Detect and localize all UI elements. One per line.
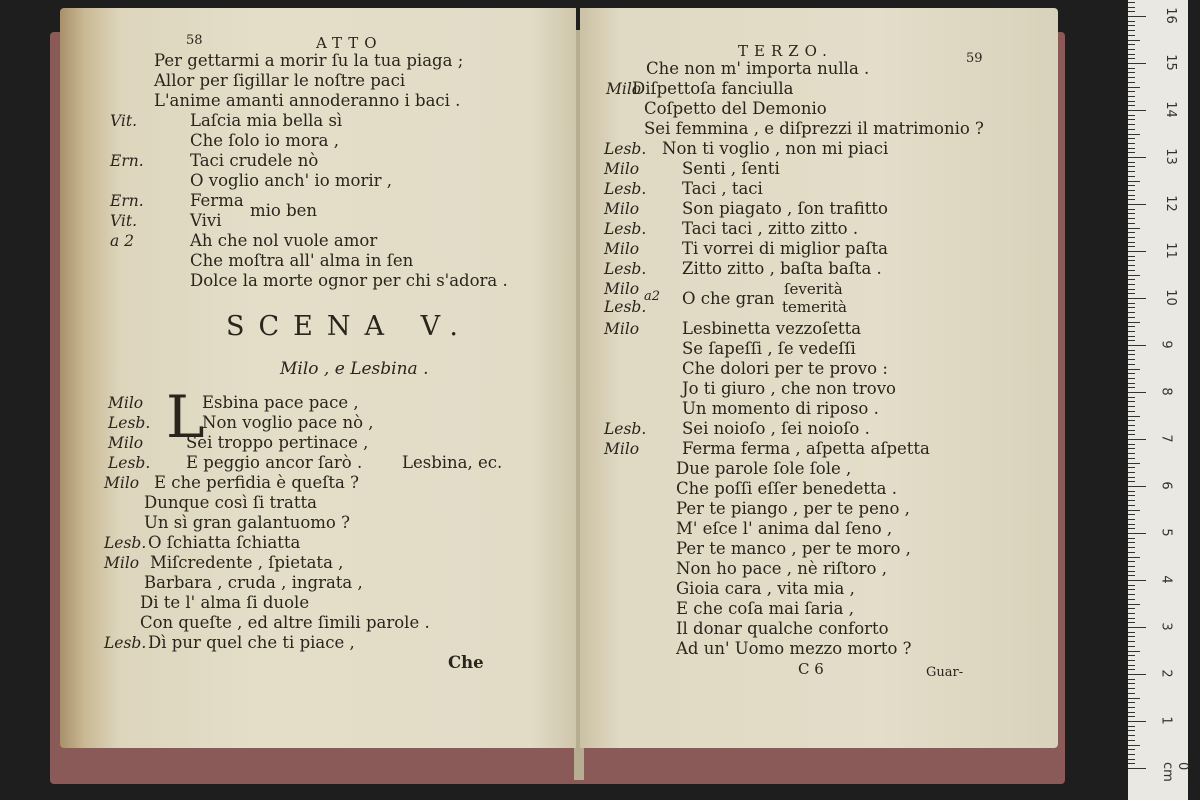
ruler-number: 15 (1162, 54, 1178, 71)
ruler-tick (1128, 646, 1135, 647)
verse-line: Per gettarmi a morir ſu la tua piaga ; (154, 51, 464, 70)
ruler-tick (1128, 209, 1135, 210)
ruler-tick (1128, 148, 1135, 149)
ruler-number: 11 (1162, 242, 1178, 259)
signature-mark: C 6 (798, 660, 824, 678)
dialogue-line: O ſchiatta ſchiatta (148, 533, 301, 552)
ruler-tick (1128, 632, 1135, 633)
ruler-tick (1128, 157, 1146, 158)
ruler-tick (1128, 87, 1140, 88)
ruler-tick (1128, 378, 1135, 379)
verse-line: E che coſa mai ſaria , (676, 599, 854, 618)
verse-line: Senti , ſenti (682, 159, 780, 178)
ruler-tick (1128, 740, 1135, 741)
ruler-tick (1128, 326, 1135, 327)
speaker-label: Ern. (110, 152, 144, 170)
ruler-tick (1128, 11, 1135, 12)
ruler-tick (1128, 641, 1135, 642)
ruler-tick (1128, 336, 1135, 337)
ruler-tick (1128, 608, 1135, 609)
ruler-tick (1128, 340, 1135, 341)
ruler-tick (1128, 298, 1146, 299)
speaker-label: Lesb. (604, 260, 647, 278)
ruler-tick (1128, 162, 1135, 163)
ruler-tick (1128, 77, 1135, 78)
left-page (60, 8, 576, 748)
ruler-tick (1128, 228, 1140, 229)
ruler-tick (1128, 575, 1135, 576)
ruler-tick (1128, 16, 1146, 17)
ruler-tick (1128, 538, 1135, 539)
ruler-tick (1128, 599, 1135, 600)
ruler-tick (1128, 514, 1135, 515)
ruler-tick (1128, 152, 1135, 153)
ruler-tick (1128, 552, 1135, 553)
ruler-tick (1128, 655, 1135, 656)
ruler-tick (1128, 345, 1146, 346)
ruler-tick (1128, 458, 1135, 459)
ruler-tick (1128, 524, 1135, 525)
verse-line: M' eſce l' anima dal ſeno , (676, 519, 893, 538)
verse-line: Che non m' importa nulla . (646, 59, 870, 78)
ruler-number: 14 (1162, 101, 1178, 118)
ruler-tick (1128, 204, 1146, 205)
ruler-tick (1128, 745, 1140, 746)
a2-variant: temerità (782, 298, 847, 316)
ruler-tick (1128, 303, 1135, 304)
ruler-tick (1128, 674, 1146, 675)
ruler-number: 0 cm (1160, 762, 1190, 782)
verse-line: Ferma (190, 191, 244, 210)
verse-line: Il donar qualche conforto (676, 619, 889, 638)
ruler-number: 5 (1158, 528, 1174, 537)
ruler-tick (1128, 613, 1135, 614)
ruler-tick (1128, 119, 1135, 120)
speaker-label: Milo (604, 240, 640, 258)
ruler-tick (1128, 768, 1146, 769)
ruler-tick (1128, 284, 1135, 285)
ruler-tick (1128, 571, 1135, 572)
speaker-label: Milo (604, 200, 640, 218)
verse-line: L'anime amanti annoderanno i baci . (154, 91, 461, 110)
ruler-tick (1128, 195, 1135, 196)
ruler-tick (1128, 44, 1135, 45)
ruler-tick (1128, 589, 1135, 590)
ruler-tick (1128, 763, 1135, 764)
ruler-tick (1128, 397, 1135, 398)
ruler-tick (1128, 463, 1140, 464)
ruler-tick (1128, 143, 1135, 144)
verse-line: Che ſolo io mora , (190, 131, 340, 150)
ruler-tick (1128, 467, 1135, 468)
ruler-tick (1128, 688, 1135, 689)
ruler-tick (1128, 585, 1135, 586)
ruler-tick (1128, 759, 1135, 760)
right-page-number: 59 (966, 51, 983, 66)
ruler-tick (1128, 510, 1140, 511)
ruler-tick (1128, 627, 1146, 628)
ruler-tick (1128, 115, 1135, 116)
ruler-tick (1128, 82, 1135, 83)
ruler-tick (1128, 660, 1135, 661)
verse-line: Vivi (190, 211, 222, 230)
right-running-header: TERZO. (738, 42, 833, 60)
ruler-tick (1128, 58, 1135, 59)
verse-line: Taci , taci (682, 179, 763, 198)
catchword: Guar- (926, 665, 964, 680)
ruler-tick (1128, 505, 1135, 506)
ruler-tick (1128, 251, 1146, 252)
ruler-tick (1128, 369, 1140, 370)
ruler-tick (1128, 63, 1146, 64)
ruler-tick (1128, 110, 1146, 111)
ruler-number: 3 (1158, 622, 1174, 631)
dialogue-line: Un sì gran galantuomo ? (144, 513, 350, 532)
verse-line: Due parole ſole ſole , (676, 459, 852, 478)
speaker-label: Lesb. (604, 298, 647, 316)
verse-line: Coſpetto del Demonio (644, 99, 827, 118)
speaker-label: Vit. (110, 212, 138, 230)
ruler-tick (1128, 134, 1140, 135)
speaker-label: Lesb. (604, 140, 647, 158)
verse-line: Che poſſi eſſer benedetta . (676, 479, 898, 498)
ruler-tick (1128, 72, 1135, 73)
ruler-tick (1128, 2, 1135, 3)
ruler-tick (1128, 265, 1135, 266)
ruler-tick (1128, 293, 1135, 294)
dialogue-line: Non voglio pace nò , (202, 413, 374, 432)
verse-line: Son piagato , ſon trafitto (682, 199, 888, 218)
ruler-tick (1128, 566, 1135, 567)
ruler-tick (1128, 260, 1135, 261)
ruler-tick (1128, 223, 1135, 224)
speaker-label: Lesb. (604, 180, 647, 198)
ruler-number: 16 (1162, 7, 1178, 24)
ruler-tick (1128, 7, 1135, 8)
scene-title: SCENA V. (226, 311, 472, 342)
dialogue-line: Miſcredente , ſpietata , (150, 553, 344, 572)
verse-line: Non ti voglio , non mi piaci (662, 139, 889, 158)
verse-line: Per te manco , per te moro , (676, 539, 911, 558)
ruler-tick (1128, 420, 1135, 421)
ruler-tick (1128, 439, 1146, 440)
ruler-tick (1128, 726, 1135, 727)
ruler-tick (1128, 213, 1135, 214)
left-page-number: 58 (186, 33, 203, 48)
ruler-tick (1128, 176, 1135, 177)
verse-line: Un momento di riposo . (682, 399, 879, 418)
ruler-number: 8 (1158, 387, 1174, 396)
verse-line: Ferma ferma , aſpetta aſpetta (682, 439, 930, 458)
ruler-tick (1128, 472, 1135, 473)
a2-variant: ſeverità (784, 280, 843, 298)
verse-line: Taci taci , zitto zitto . (682, 219, 859, 238)
ruler-tick (1128, 618, 1135, 619)
ruler-tick (1128, 21, 1135, 22)
verse-line: Ti vorrei di miglior paſta (682, 239, 889, 258)
verse-line: Zitto zitto , baſta baſta . (682, 259, 882, 278)
ruler-tick (1128, 448, 1135, 449)
a2-mark: a2 (644, 289, 661, 304)
scene-persons: Milo , e Lesbina . (280, 359, 429, 379)
ruler-tick (1128, 354, 1135, 355)
ruler-tick (1128, 190, 1135, 191)
ruler-tick (1128, 40, 1140, 41)
ruler-tick (1128, 665, 1135, 666)
ruler-tick (1128, 312, 1135, 313)
ruler-tick (1128, 331, 1135, 332)
ruler-tick (1128, 679, 1135, 680)
ruler-number: 1 (1158, 716, 1174, 725)
ruler-tick (1128, 270, 1135, 271)
dialogue-line: Con queſte , ed altre ſimili parole . (140, 613, 430, 632)
a2-line: O che gran (682, 289, 775, 308)
ruler-tick (1128, 322, 1140, 323)
ruler-number: 10 (1162, 289, 1178, 306)
ruler-tick (1128, 138, 1135, 139)
ruler-tick (1128, 707, 1135, 708)
speaker-label: Milo (104, 474, 140, 492)
ruler-tick (1128, 246, 1135, 247)
speaker-label: Vit. (110, 112, 138, 130)
dialogue-line: Barbara , cruda , ingrata , (144, 573, 363, 592)
dialogue-line: Esbina pace pace , (202, 393, 359, 412)
ruler-tick (1128, 561, 1135, 562)
speaker-label: Milo (108, 394, 144, 412)
ruler-tick (1128, 373, 1135, 374)
speaker-label: Lesb. (108, 454, 151, 472)
ruler-tick (1128, 289, 1135, 290)
ruler-tick (1128, 25, 1135, 26)
drop-cap: L (166, 383, 205, 451)
ruler-tick (1128, 416, 1140, 417)
dialogue-line: Dunque così ſi tratta (144, 493, 317, 512)
dialogue-line: E peggio ancor ſarò . (186, 453, 363, 472)
ruler-tick (1128, 392, 1146, 393)
ruler-tick (1128, 749, 1135, 750)
verse-line: Se ſapeſſi , ſe vedeſſi (682, 339, 856, 358)
ruler-tick (1128, 218, 1135, 219)
ruler-tick (1128, 383, 1135, 384)
speaker-label: Lesb. (604, 420, 647, 438)
ruler-tick (1128, 735, 1135, 736)
ruler-tick (1128, 359, 1135, 360)
measuring-ruler (1128, 0, 1188, 800)
ruler-tick (1128, 185, 1135, 186)
ruler-tick (1128, 481, 1135, 482)
ruler-tick (1128, 307, 1135, 308)
ruler-tick (1128, 434, 1135, 435)
ruler-tick (1128, 279, 1135, 280)
ruler-tick (1128, 547, 1135, 548)
ruler-tick (1128, 242, 1135, 243)
ruler-tick (1128, 486, 1146, 487)
verse-line: Allor per ſigillar le noſtre paci (154, 71, 406, 90)
right-page (580, 8, 1058, 748)
ruler-number: 4 (1158, 575, 1174, 584)
ruler-tick (1128, 199, 1135, 200)
ruler-tick (1128, 477, 1135, 478)
ruler-tick (1128, 491, 1135, 492)
ruler-tick (1128, 425, 1135, 426)
joint-line: mio ben (250, 201, 318, 220)
ruler-number: 7 (1158, 434, 1174, 443)
ruler-tick (1128, 669, 1135, 670)
ruler-tick (1128, 716, 1135, 717)
ruler-tick (1128, 181, 1140, 182)
speaker-label: Milo (604, 280, 640, 298)
speaker-label: Milo (604, 440, 640, 458)
ruler-tick (1128, 101, 1135, 102)
ruler-tick (1128, 622, 1135, 623)
speaker-label: Milo (604, 320, 640, 338)
verse-line: Ad un' Uomo mezzo morto ? (676, 639, 912, 658)
dialogue-line: E che perfidia è queſta ? (154, 473, 359, 492)
ruler-tick (1128, 702, 1135, 703)
ruler-tick (1128, 91, 1135, 92)
ruler-tick (1128, 580, 1146, 581)
ruler-tick (1128, 444, 1135, 445)
ruler-tick (1128, 594, 1135, 595)
ruler-number: 9 (1158, 340, 1174, 349)
dialogue-line: Sei troppo pertinace , (186, 433, 369, 452)
ruler-tick (1128, 698, 1140, 699)
verse-line: Taci crudele nò (190, 151, 319, 170)
ruler-tick (1128, 54, 1135, 55)
ruler-number: 12 (1162, 195, 1178, 212)
ruler-tick (1128, 30, 1135, 31)
speaker-label: Milo (104, 554, 140, 572)
speaker-label: Lesb. (104, 534, 147, 552)
dialogue-line: Dì pur quel che ti piace , (148, 633, 355, 652)
speaker-label: Ern. (110, 192, 144, 210)
catchword: Che (448, 653, 484, 672)
ruler-tick (1128, 256, 1135, 257)
ruler-tick (1128, 411, 1135, 412)
speaker-label: Lesb. (104, 634, 147, 652)
dialogue-line: Di te l' alma ſi duole (140, 593, 310, 612)
ruler-tick (1128, 453, 1135, 454)
verse-line: Ah che nol vuole amor (190, 231, 378, 250)
ruler-tick (1128, 406, 1135, 407)
ruler-tick (1128, 275, 1140, 276)
ruler-tick (1128, 557, 1140, 558)
ruler-tick (1128, 604, 1140, 605)
ruler-tick (1128, 712, 1135, 713)
verse-line: Che moſtra all' alma in ſen (190, 251, 414, 270)
speaker-label: Lesb. (604, 220, 647, 238)
ruler-tick (1128, 754, 1135, 755)
ruler-number: 6 (1158, 481, 1174, 490)
ruler-tick (1128, 129, 1135, 130)
ruler-number: 13 (1162, 148, 1178, 165)
ruler-tick (1128, 542, 1135, 543)
ruler-tick (1128, 96, 1135, 97)
ruler-tick (1128, 693, 1135, 694)
ruler-tick (1128, 387, 1135, 388)
ruler-tick (1128, 500, 1135, 501)
verse-line: Non ho pace , nè riſtoro , (676, 559, 887, 578)
ruler-tick (1128, 721, 1146, 722)
ruler-tick (1128, 166, 1135, 167)
ruler-tick (1128, 651, 1140, 652)
verse-line: Lesbinetta vezzoſetta (682, 319, 862, 338)
verse-line: Dolce la morte ognor per chi s'adora . (190, 271, 508, 290)
verse-line: Sei noioſo , ſei noioſo . (682, 419, 870, 438)
ruler-tick (1128, 49, 1135, 50)
verse-line: Sei femmina , e diſprezzi il matrimonio ? (644, 119, 984, 138)
left-running-header: ATTO (316, 34, 383, 52)
side-note: Lesbina, ec. (402, 453, 503, 472)
ruler-tick (1128, 519, 1135, 520)
verse-line: Laſcia mia bella sì (190, 111, 343, 130)
ruler-tick (1128, 528, 1135, 529)
speaker-label: Milo (604, 160, 640, 178)
verse-line: Che dolori per te provo : (682, 359, 888, 378)
verse-line: Gioia cara , vita mia , (676, 579, 855, 598)
ruler-tick (1128, 364, 1135, 365)
ruler-tick (1128, 350, 1135, 351)
ruler-tick (1128, 730, 1135, 731)
ruler-tick (1128, 533, 1146, 534)
ruler-tick (1128, 430, 1135, 431)
verse-line: Diſpettoſa fanciulla (632, 79, 794, 98)
ruler-tick (1128, 35, 1135, 36)
ruler-tick (1128, 232, 1135, 233)
ruler-tick (1128, 237, 1135, 238)
ruler-tick (1128, 401, 1135, 402)
ruler-tick (1128, 636, 1135, 637)
ruler-tick (1128, 68, 1135, 69)
ruler-tick (1128, 171, 1135, 172)
speaker-label: Milo (108, 434, 144, 452)
ruler-number: 2 (1158, 669, 1174, 678)
verse-line: Per te piango , per te peno , (676, 499, 910, 518)
ruler-tick (1128, 105, 1135, 106)
ruler-tick (1128, 495, 1135, 496)
ruler-tick (1128, 317, 1135, 318)
speaker-label: a 2 (110, 232, 135, 250)
ruler-tick (1128, 124, 1135, 125)
verse-line: O voglio anch' io morir , (190, 171, 393, 190)
speaker-label: Lesb. (108, 414, 151, 432)
verse-line: Jo ti giuro , che non trovo (682, 379, 896, 398)
speaker-label: Milo (606, 80, 642, 98)
ruler-tick (1128, 683, 1135, 684)
